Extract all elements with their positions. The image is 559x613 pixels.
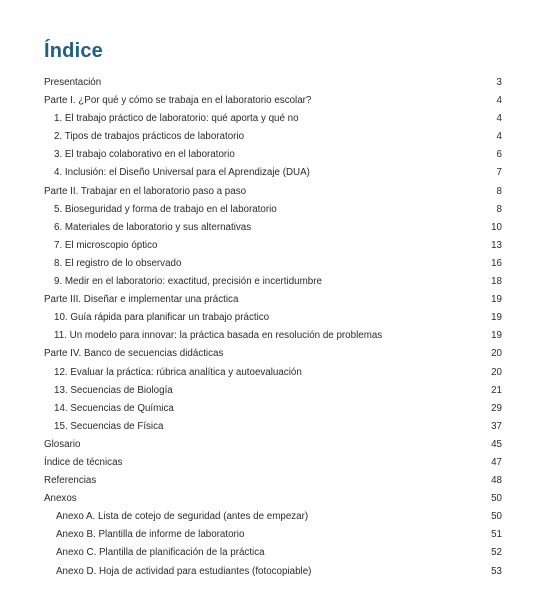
toc-section-entry[interactable] <box>44 454 502 472</box>
toc-subsection-entry[interactable] <box>44 110 502 128</box>
page-title: Índice <box>44 40 103 62</box>
toc-section-entry[interactable] <box>44 291 502 309</box>
toc-entry-label: Parte I. ¿Por qué y cómo se trabaja en el laboratorio escolar? <box>44 95 312 107</box>
toc-entry-label: 14. Secuencias de Química <box>54 402 174 414</box>
toc-subsection-entry[interactable] <box>44 255 502 273</box>
toc-entry-label: 6. Materiales de laboratorio y sus alternativas <box>54 221 252 233</box>
toc-subsection-entry[interactable] <box>44 219 502 237</box>
toc-section-entry[interactable] <box>44 436 502 454</box>
toc-subsection-entry[interactable] <box>44 544 502 562</box>
toc-page-number: 45 <box>491 438 502 450</box>
toc-entry-label: 9. Medir en el laboratorio: exactitud, precisión e incertidumbre <box>54 276 322 288</box>
toc-entry-label: Anexo D. Hoja de actividad para estudiantes (fotocopiable) <box>56 565 312 577</box>
toc-page-number: 47 <box>491 456 502 468</box>
toc-entry-label: 1. El trabajo práctico de laboratorio: qué aporta y qué no <box>54 113 299 125</box>
toc-entry-label: 7. El microscopio óptico <box>54 239 158 251</box>
toc-page-number: 20 <box>491 366 502 378</box>
toc-page-number: 19 <box>491 330 502 342</box>
toc-entry-label: 13. Secuencias de Biología <box>54 384 173 396</box>
toc-subsection-entry[interactable] <box>44 273 502 291</box>
toc-entry-label: 15. Secuencias de Física <box>54 420 164 432</box>
toc-page-number: 20 <box>491 348 502 360</box>
toc-entry-label: 2. Tipos de trabajos prácticos de laboratorio <box>54 131 245 143</box>
toc-subsection-entry[interactable] <box>44 327 502 345</box>
toc-subsection-entry[interactable] <box>44 508 502 526</box>
toc-section-entry[interactable] <box>44 92 502 110</box>
toc-section-entry[interactable] <box>44 345 502 363</box>
toc-entry-label: 11. Un modelo para innovar: la práctica basada en resolución de problemas <box>54 330 383 342</box>
toc-page-number: 50 <box>491 511 502 523</box>
toc-entry-label: 10. Guía rápida para planificar un trabajo práctico <box>54 312 270 324</box>
toc-subsection-entry[interactable] <box>44 309 502 327</box>
toc-page-number: 19 <box>491 312 502 324</box>
toc-subsection-entry[interactable] <box>44 201 502 219</box>
toc-page-number: 16 <box>491 257 502 269</box>
toc-page-number: 21 <box>491 384 502 396</box>
toc-page-number: 8 <box>496 203 502 215</box>
toc-subsection-entry[interactable] <box>44 146 502 164</box>
toc-entry-label: Referencias <box>44 475 97 487</box>
toc-page-number: 4 <box>496 95 502 107</box>
toc-page-number: 4 <box>496 113 502 125</box>
toc-page-number: 37 <box>491 420 502 432</box>
toc-page-number: 8 <box>496 185 502 197</box>
toc-page-number: 7 <box>496 167 502 179</box>
toc-page-number: 13 <box>491 239 502 251</box>
toc-entry-label: 12. Evaluar la práctica: rúbrica analítica y autoevaluación <box>54 366 302 378</box>
toc-page-number: 10 <box>491 221 502 233</box>
toc-entry-label: Presentación <box>44 77 102 88</box>
toc-page-number: 29 <box>491 402 502 414</box>
toc-section-entry[interactable] <box>44 490 502 508</box>
toc-entry-label: Anexo A. Lista de cotejo de seguridad (antes de empezar) <box>56 511 309 523</box>
toc-page-number: 19 <box>491 294 502 306</box>
toc-page-number: 51 <box>491 529 502 541</box>
toc-subsection-entry[interactable] <box>44 526 502 544</box>
toc-subsection-entry[interactable] <box>44 382 502 400</box>
toc-page-number: 50 <box>491 493 502 505</box>
toc-entry-label: Parte III. Diseñar e implementar una práctica <box>44 294 239 306</box>
toc-subsection-entry[interactable] <box>44 164 502 182</box>
toc-entry-label: 8. El registro de lo observado <box>54 257 182 269</box>
toc-page-number: 52 <box>491 547 502 559</box>
toc-entry-label: Parte IV. Banco de secuencias didácticas <box>44 348 224 360</box>
toc-entry-label: 3. El trabajo colaborativo en el laboratorio <box>54 149 235 161</box>
toc-entry-label: Índice de técnicas <box>44 456 123 468</box>
toc-page-number: 6 <box>496 149 502 161</box>
toc-subsection-entry[interactable] <box>44 128 502 146</box>
toc-page-number: 48 <box>491 475 502 487</box>
toc-page-number: 53 <box>491 565 502 577</box>
toc-entry-label: 5. Bioseguridad y forma de trabajo en el laboratorio <box>54 203 277 215</box>
toc-page-number: 3 <box>496 77 502 88</box>
toc-entry-label: Anexo B. Plantilla de informe de laboratorio <box>56 529 245 541</box>
toc-entry-label: 4. Inclusión: el Diseño Universal para el Aprendizaje (DUA) <box>54 167 310 179</box>
toc-entry-label: Anexo C. Plantilla de planificación de la práctica <box>56 547 265 559</box>
toc-section-entry[interactable] <box>44 183 502 201</box>
toc-subsection-entry[interactable] <box>44 563 502 581</box>
toc-subsection-entry[interactable] <box>44 237 502 255</box>
table-of-contents <box>44 74 502 581</box>
toc-subsection-entry[interactable] <box>44 364 502 382</box>
toc-subsection-entry[interactable] <box>44 418 502 436</box>
toc-section-entry[interactable] <box>44 74 502 92</box>
toc-subsection-entry[interactable] <box>44 400 502 418</box>
toc-section-entry[interactable] <box>44 472 502 490</box>
toc-entry-label: Anexos <box>44 493 77 505</box>
toc-entry-label: Parte II. Trabajar en el laboratorio paso a paso <box>44 185 247 197</box>
toc-page-number: 4 <box>496 131 502 143</box>
toc-page-number: 18 <box>491 276 502 288</box>
toc-entry-label: Glosario <box>44 438 81 450</box>
